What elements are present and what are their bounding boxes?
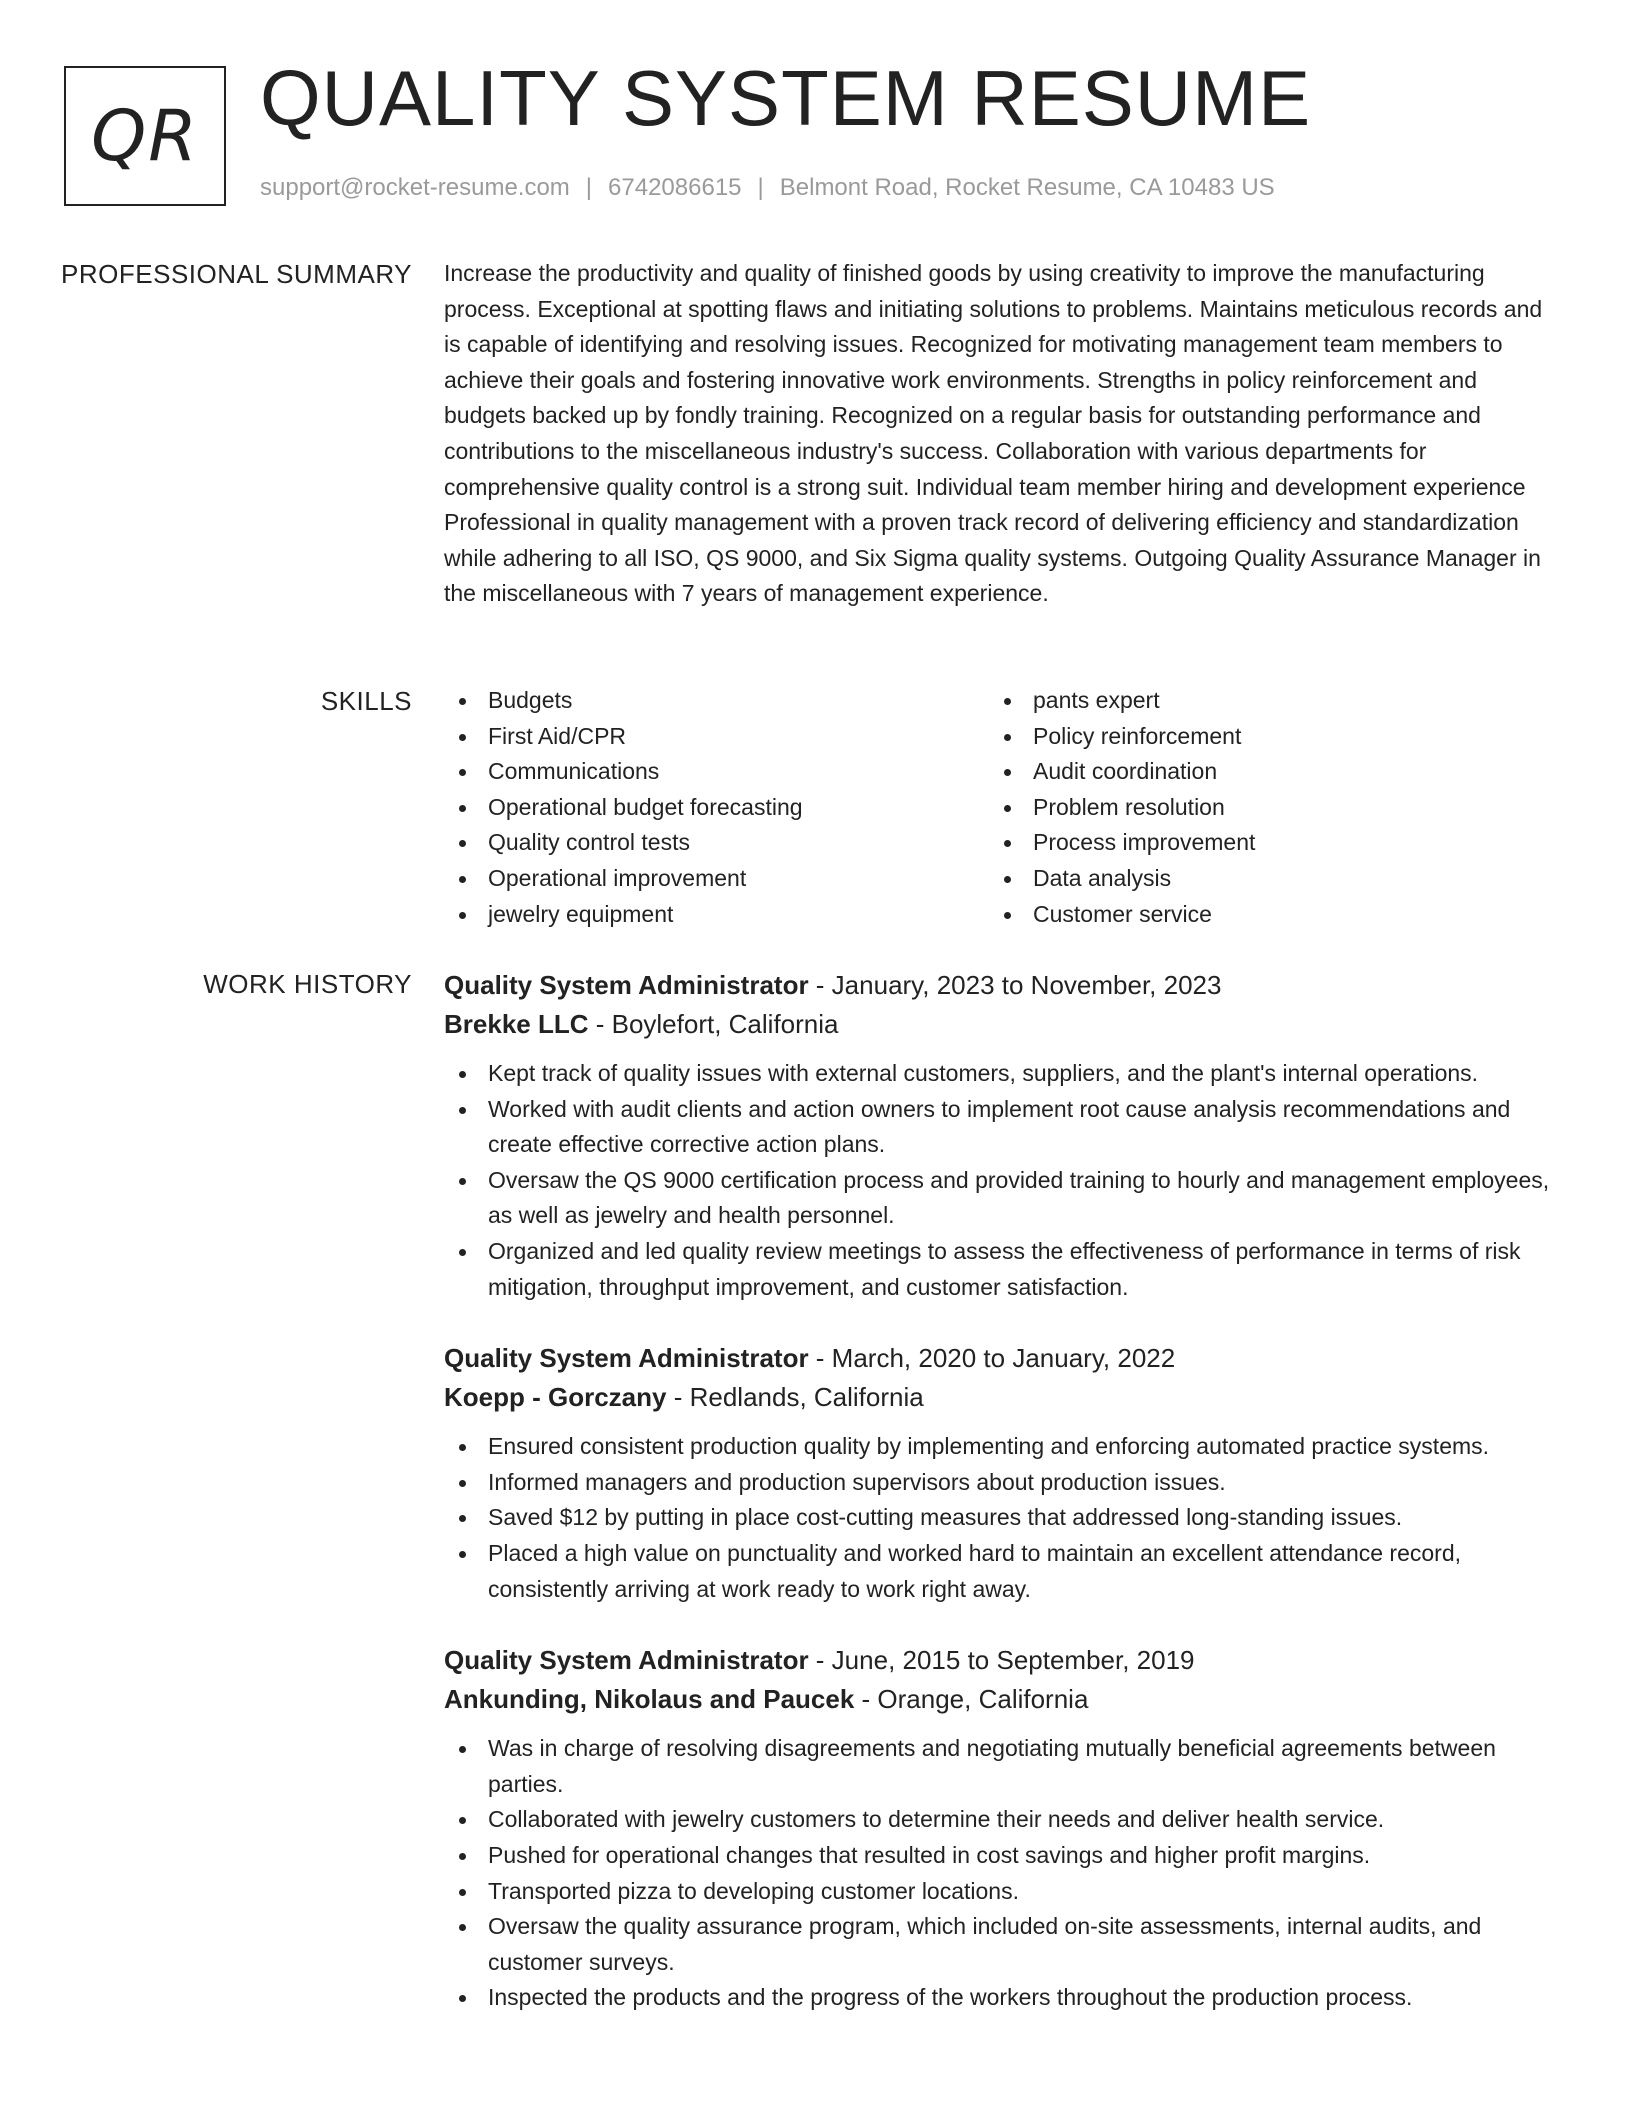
skills-column-left — [444, 683, 989, 932]
job-location: - Boylefort, California — [588, 1009, 839, 1039]
skill-item: Process improvement — [989, 825, 1534, 861]
job-company: Koepp - Gorczany — [444, 1382, 667, 1413]
job-title-line — [444, 1641, 1554, 1680]
work-history-body — [444, 966, 1554, 2050]
job-bullet: Inspected the products and the progress of the workers throughout the production process. — [444, 1980, 1554, 2016]
job-bullet: Was in charge of resolving disagreements and negotiating mutually beneficial agreements between parties. — [444, 1731, 1554, 1802]
section-heading-work-history: WORK HISTORY — [203, 969, 412, 999]
job-company-line — [444, 1005, 1554, 1044]
contact-separator: | — [757, 174, 764, 201]
job-entry — [444, 966, 1554, 1305]
skill-item: Customer service — [989, 897, 1534, 933]
contact-phone: 6742086615 — [608, 174, 742, 201]
job-bullet: Ensured consistent production quality by implementing and enforcing automated practice systems. — [444, 1429, 1554, 1465]
job-location: - Orange, California — [854, 1684, 1089, 1715]
skills-column-right — [989, 683, 1534, 932]
job-bullet: Saved $12 by putting in place cost-cutting measures that addressed long-standing issues. — [444, 1500, 1554, 1536]
skill-item: pants expert — [989, 683, 1534, 719]
skill-item: Problem resolution — [989, 790, 1534, 826]
job-title: Quality System Administrator — [444, 1343, 809, 1374]
job-company-line — [444, 1378, 1554, 1417]
job-company: Brekke LLC — [444, 1009, 589, 1039]
job-bullet: Worked with audit clients and action owners to implement root cause analysis recommendations and create effective corrective action plans. — [444, 1092, 1554, 1163]
job-title-line — [444, 966, 1554, 1005]
job-bullet: Collaborated with jewelry customers to determine their needs and deliver health service. — [444, 1802, 1554, 1838]
job-bullet-list — [444, 1056, 1554, 1305]
resume-title: QUALITY SYSTEM RESUME — [260, 54, 1312, 142]
contact-address: Belmont Road, Rocket Resume, CA 10483 US — [779, 174, 1275, 201]
skill-item: Budgets — [444, 683, 989, 719]
contact-email: support@rocket-resume.com — [260, 174, 570, 201]
job-entry — [444, 1641, 1554, 2016]
job-company: Ankunding, Nikolaus and Paucek — [444, 1684, 855, 1715]
skills-grid — [444, 683, 1554, 932]
section-heading-skills: SKILLS — [320, 686, 412, 716]
job-dates: - March, 2020 to January, 2022 — [808, 1343, 1176, 1374]
job-bullet-list — [444, 1731, 1554, 2016]
summary-text: Increase the productivity and quality of finished goods by using creativity to improve the manufacturing process. Exceptional at spotting flaws and initiating solutions to problems. Maintains meticulous records and is capable of identifying and resolving issues. Recognized for motivating management team members to achieve their goals and fostering innovative work environments. Strengths in policy reinforcement and budgets backed up by fondly training. Recognized on a regular basis for outstanding performance and contributions to the miscellaneous industry's success. Collaboration with various departments for comprehensive quality control is a strong suit. Individual team member hiring and development experience Professional in quality management with a proven track record of delivering efficiency and standardization while adhering to all ISO, QS 9000, and Six Sigma quality systems. Outgoing Quality Assurance Manager in the miscellaneous with 7 years of management experience. — [444, 260, 1543, 607]
skill-item: Quality control tests — [444, 825, 989, 861]
job-bullet: Organized and led quality review meetings to assess the effectiveness of performance in terms of risk mitigation, throughput improvement, and customer satisfaction. — [444, 1234, 1554, 1305]
job-bullet: Oversaw the quality assurance program, which included on-site assessments, internal audits, and customer surveys. — [444, 1909, 1554, 1980]
job-bullet: Placed a high value on punctuality and worked hard to maintain an excellent attendance record, consistently arriving at work ready to work right away. — [444, 1536, 1554, 1607]
job-bullet: Informed managers and production supervisors about production issues. — [444, 1465, 1554, 1501]
job-company-line — [444, 1680, 1554, 1719]
job-bullet-list — [444, 1429, 1554, 1607]
job-entry — [444, 1339, 1554, 1607]
job-bullet: Transported pizza to developing customer locations. — [444, 1874, 1554, 1910]
job-location: - Redlands, California — [666, 1382, 924, 1413]
job-dates: - January, 2023 to November, 2023 — [808, 970, 1222, 1000]
skill-item: Communications — [444, 754, 989, 790]
job-bullet: Pushed for operational changes that resulted in cost savings and higher profit margins. — [444, 1838, 1554, 1874]
skill-item: Policy reinforcement — [989, 719, 1534, 755]
skill-item: Operational budget forecasting — [444, 790, 989, 826]
contact-separator: | — [585, 174, 593, 201]
job-bullet: Kept track of quality issues with external customers, suppliers, and the plant's internal operations. — [444, 1056, 1554, 1092]
job-title-line — [444, 1339, 1554, 1378]
skill-item: Audit coordination — [989, 754, 1534, 790]
skill-item: First Aid/CPR — [444, 719, 989, 755]
contact-line — [260, 174, 1275, 202]
job-title: Quality System Administrator — [444, 970, 809, 1000]
job-bullet: Oversaw the QS 9000 certification process and provided training to hourly and management employees, as well as jewelry and health personnel. — [444, 1163, 1554, 1234]
monogram-logo: QR — [64, 66, 226, 206]
section-heading-summary: PROFESSIONAL SUMMARY — [61, 259, 412, 289]
skill-item: Data analysis — [989, 861, 1534, 897]
skill-item: Operational improvement — [444, 861, 989, 897]
job-title: Quality System Administrator — [444, 1645, 809, 1676]
skill-item: jewelry equipment — [444, 897, 989, 933]
job-dates: - June, 2015 to September, 2019 — [808, 1645, 1195, 1676]
